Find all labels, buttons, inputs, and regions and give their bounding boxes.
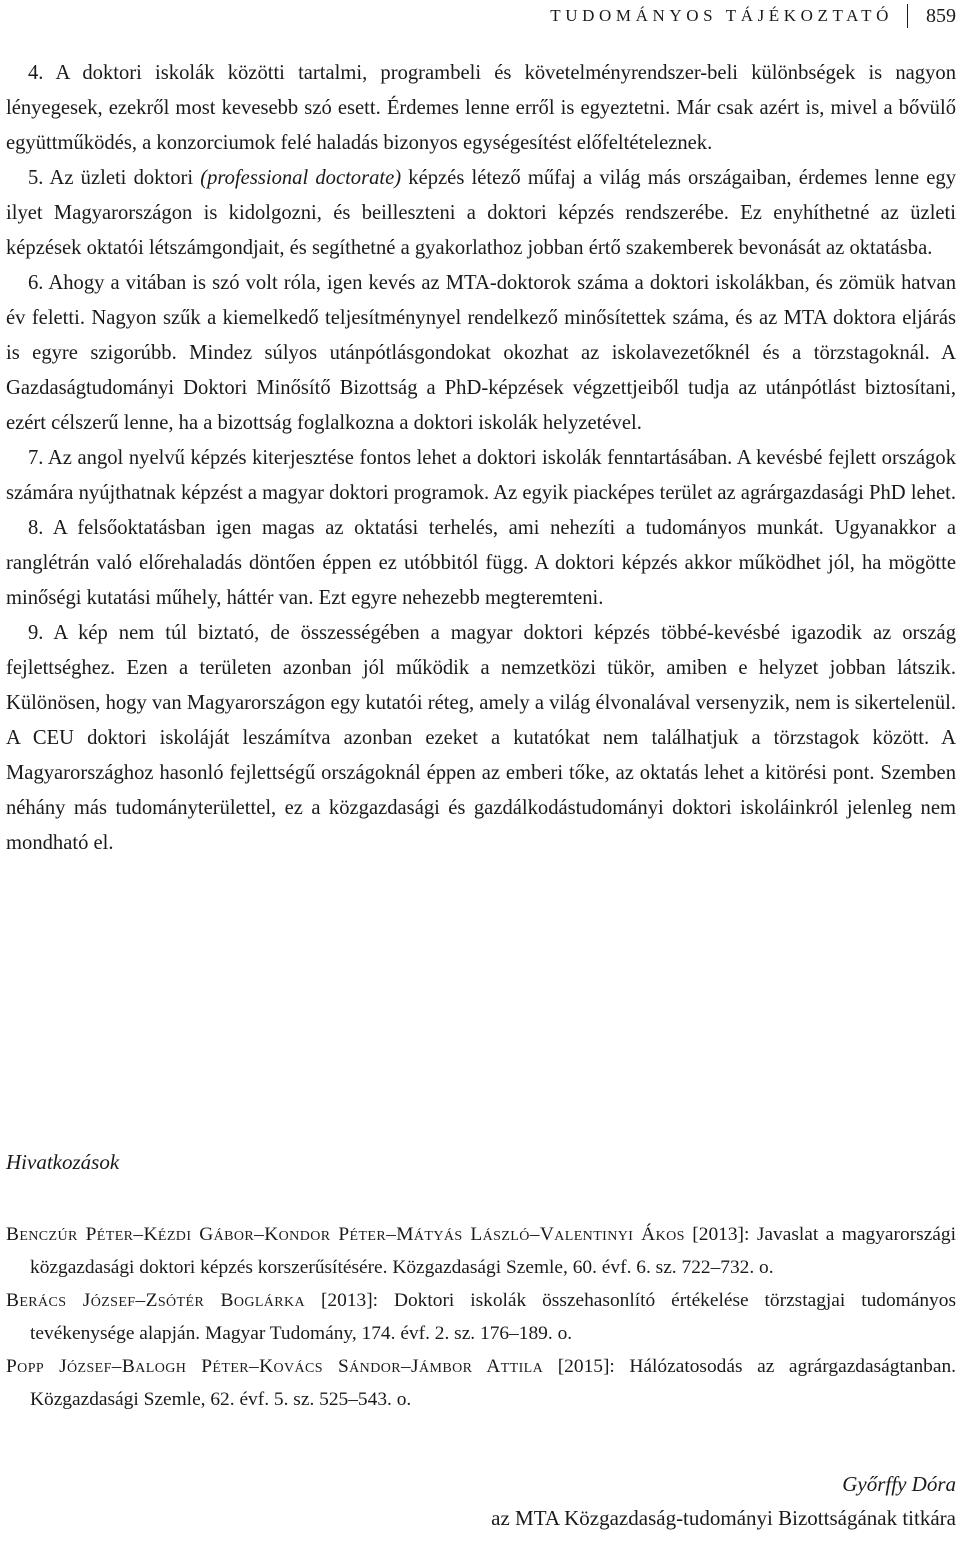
paragraph-9: 9. A kép nem túl biztató, de összességében a magyar doktori képzés többé-kevésbé igazodik az ország fejlettséghez. Ezen a területen azonban jól működik a nemzetközi tükör, amiben e helyzet jobban látszik. Különösen, hogy van Magyarországon egy kutatói réteg, amely a világ élvonalával versenyzik, nem is sikertelenül. A CEU doktori iskoláját leszámítva azonban ezeket a kutatókat nem találhatjuk a törzstagok között. A Magyarországhoz hasonló fejlettségű országoknál éppen az emberi tőke, az oktatás lehet a kitörési pont. Szemben néhány más tudományterülettel, ez a közgazdasági és gazdálkodástudományi doktori iskoláinkról jelenleg nem mondható el. (6, 622, 956, 854)
paragraph-5-start: 5. Az üzleti doktori (28, 167, 201, 189)
paragraph-8: 8. A felsőoktatásban igen magas az oktatási terhelés, ami nehezíti a tudományos munkát. Ugyanakkor a ranglétrán való előrehaladás döntően éppen ez utóbbitól függ. A doktori képzés akkor működhet jól, ha mögötte minőségi kutatási műhely, háttér van. Ezt egyre nehezebb megteremteni. (6, 517, 956, 609)
reference-authors: Benczúr Péter–Kézdi Gábor–Kondor Péter–Mátyás László–Valentinyi Ákos (6, 1224, 685, 1245)
paragraph-5 (6, 161, 956, 266)
reference-details: [2013]: Javaslat a magyarországi közgazdasági doktori képzés korszerűsítésére. Közgazdasági Szemle, 60. évf. 6. sz. 722–732. o. (30, 1224, 956, 1278)
author-name: Győrffy Dóra (842, 1472, 956, 1496)
reference-details: [2015]: Hálózatosodás az agrárgazdaságtanban. Közgazdasági Szemle, 62. évf. 5. sz. 525–543. o. (30, 1356, 956, 1410)
running-title: TUDOMÁNYOS TÁJÉKOZTATÓ (550, 6, 893, 25)
reference-authors: Berács József–Zsótér Boglárka (6, 1290, 306, 1311)
paragraph-5-term: (professional doctorate) (200, 167, 402, 189)
paragraph-6: 6. Ahogy a vitában is szó volt róla, igen kevés az MTA-doktorok száma a doktori iskolákban, és zömük hatvan év feletti. Nagyon szűk a kiemelkedő teljesítménynyel rendelkező minősítettek száma, és az MTA doktora eljárás is egyre szigorúbb. Mindez súlyos utánpótlásgondokat okozhat az iskolavezetőknél és a törzstagoknál. A Gazdaságtudományi Doktori Minősítő Bizottság a PhD-képzések végzettjeiből tudja az utánpótlást biztosítani, ezért célszerű lenne, ha a bizottság foglalkozna a doktori iskolák helyzetével. (6, 272, 956, 434)
references-list (6, 1218, 956, 1416)
author-affiliation: az MTA Közgazdaság-tudományi Bizottságának titkára (491, 1506, 956, 1530)
reference-details: [2013]: Doktori iskolák összehasonlító értékelése törzstagjai tudományos tevékenysége alapján. Magyar Tudomány, 174. évf. 2. sz. 176–189. o. (30, 1290, 956, 1344)
paragraph-4: 4. A doktori iskolák közötti tartalmi, programbeli és követelményrendszer-beli különbségek is nagyon lényegesek, ezekről most kevesebb szó esett. Érdemes lenne erről is egyeztetni. Már csak azért is, mivel a bővülő együttműködés, a konzorciumok felé haladás bizonyos egységesítést előfeltételeznek. (6, 62, 956, 154)
references-heading: Hivatkozások (6, 1150, 120, 1174)
paragraph-5-rest: képzés létező műfaj a világ más országaiban, érdemes lenne egy ilyet Magyarországon is kidolgozni, és beilleszteni a doktori képzés rendszerébe. Ez enyhíthetné az üzleti képzések oktatói létszámgondjait, és segíthetné a gyakorlathoz jobban értő szakemberek bevonását az oktatásba. (6, 167, 957, 259)
reference-item (6, 1284, 956, 1350)
page-number: 859 (926, 4, 956, 27)
reference-authors: Popp József–Balogh Péter–Kovács Sándor–Jámbor Attila (6, 1356, 544, 1377)
paragraph-7: 7. Az angol nyelvű képzés kiterjesztése fontos lehet a doktori iskolák fenntartásában. A kevésbé fejlett országok számára nyújthatnak képzést a magyar doktori programok. Az egyik piacképes terület az agrárgazdasági PhD lehet. (6, 447, 956, 504)
reference-item (6, 1218, 956, 1284)
signature-block (491, 1467, 956, 1535)
article-body (6, 56, 956, 861)
running-header (550, 2, 956, 30)
reference-item (6, 1350, 956, 1416)
